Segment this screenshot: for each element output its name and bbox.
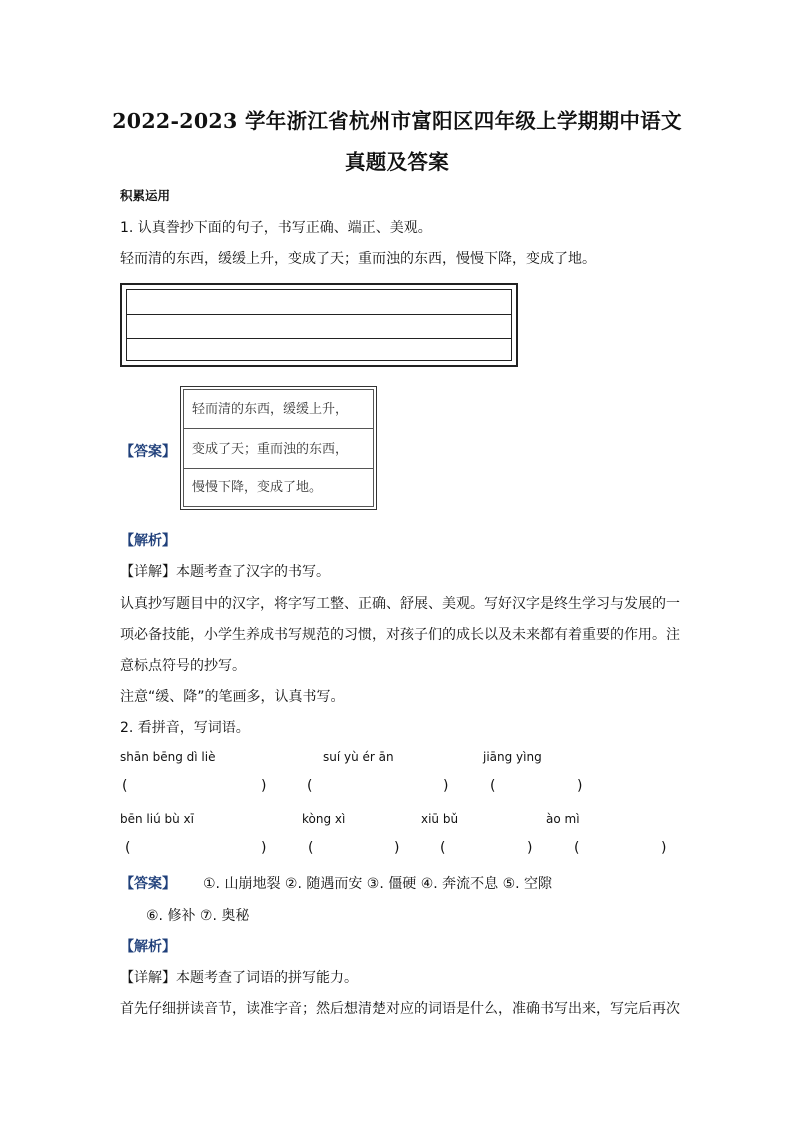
question-1-sentence: 轻而清的东西，缓缓上升，变成了天；重而浊的东西，慢慢下降，变成了地。 xyxy=(120,251,596,267)
document-title-line1: 2022-2023 学年浙江省杭州市富阳区四年级上学期期中语文 xyxy=(112,109,682,133)
blank-paren-open: ( xyxy=(440,840,446,856)
blank-paren-open: ( xyxy=(574,840,580,856)
blank-paren-open: ( xyxy=(308,840,314,856)
answers-line-2: ⑥. 修补 ⑦. 奥秘 xyxy=(146,908,250,924)
answer-line-1: 轻而清的东西，缓缓上升， xyxy=(192,402,349,417)
answer-table-rule xyxy=(183,468,374,469)
answer-line-2: 变成了天；重而浊的东西， xyxy=(192,442,349,457)
blank-paren-open: ( xyxy=(307,778,313,794)
blank-paren-close: ) xyxy=(443,778,449,794)
answer-table-rule xyxy=(183,428,374,429)
detail-1: 【详解】本题考查了汉字的书写。 xyxy=(120,564,330,580)
blank-paren-open: ( xyxy=(490,778,496,794)
answer-label-2: 【答案】 xyxy=(120,876,176,892)
analysis-paragraph-3: 意标点符号的抄写。 xyxy=(120,658,246,674)
handwriting-grid-inner-border xyxy=(126,289,512,361)
section-heading: 积累运用 xyxy=(120,188,171,203)
question-2-prompt: 2. 看拼音，写词语。 xyxy=(120,720,250,736)
pinyin-2: suí yù ér ān xyxy=(323,750,394,764)
handwriting-rule xyxy=(126,314,512,315)
blank-paren-close: ) xyxy=(527,840,533,856)
answers-line-1: ①. 山崩地裂 ②. 随遇而安 ③. 僵硬 ④. 奔流不息 ⑤. 空隙 xyxy=(203,876,553,892)
detail-2: 【详解】本题考查了词语的拼写能力。 xyxy=(120,970,358,986)
analysis-label-1: 【解析】 xyxy=(120,533,176,549)
answer-line-3: 慢慢下降，变成了地。 xyxy=(192,480,323,495)
document-title-line2: 真题及答案 xyxy=(345,150,449,174)
analysis-paragraph-2: 项必备技能，小学生养成书写规范的习惯，对孩子们的成长以及未来都有着重要的作用。注 xyxy=(120,627,680,643)
pinyin-1: shān bēng dì liè xyxy=(120,750,216,764)
analysis-paragraph-5: 首先仔细拼读音节，读准字音；然后想清楚对应的词语是什么，准确书写出来，写完后再次 xyxy=(120,1001,680,1017)
blank-paren-close: ) xyxy=(577,778,583,794)
analysis-label-2: 【解析】 xyxy=(120,939,176,955)
pinyin-3: jiāng yìng xyxy=(483,750,542,764)
answer-label-1: 【答案】 xyxy=(120,444,176,460)
question-1-prompt: 1. 认真誊抄下面的句子，书写正确、端正、美观。 xyxy=(120,220,432,236)
pinyin-6: xiū bǔ xyxy=(421,812,459,826)
analysis-paragraph-4: 注意“缓、降”的笔画多，认真书写。 xyxy=(120,689,345,705)
handwriting-grid xyxy=(120,283,518,367)
blank-paren-open: ( xyxy=(122,778,128,794)
pinyin-4: bēn liú bù xī xyxy=(120,812,194,826)
pinyin-7: ào mì xyxy=(546,812,580,826)
blank-paren-close: ) xyxy=(661,840,667,856)
analysis-paragraph-1: 认真抄写题目中的汉字，将字写工整、正确、舒展、美观。写好汉字是终生学习与发展的一 xyxy=(120,596,680,612)
blank-paren-open: ( xyxy=(125,840,131,856)
handwriting-rule xyxy=(126,338,512,339)
blank-paren-close: ) xyxy=(261,840,267,856)
answer-handwriting-table xyxy=(180,386,377,510)
pinyin-5: kòng xì xyxy=(302,812,346,826)
blank-paren-close: ) xyxy=(394,840,400,856)
blank-paren-close: ) xyxy=(261,778,267,794)
